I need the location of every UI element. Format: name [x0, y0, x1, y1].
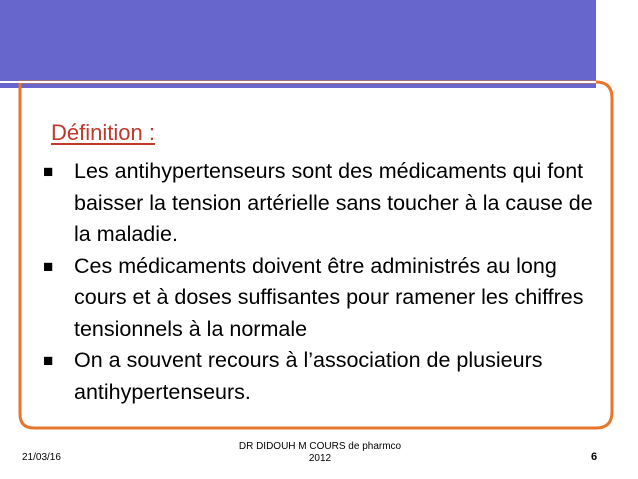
page-number: 6: [591, 451, 598, 463]
footer-author: [215, 441, 425, 465]
bullet-list: [40, 156, 600, 408]
footer-author-line1: DR DIDOUH M COURS de pharmco: [238, 441, 402, 452]
slide-heading: Définition :: [51, 120, 155, 145]
bullet-text: Ces médicaments doivent être administrés au long cours et à doses suffisantes pour ramener les chiffres tensionnels à la normale: [74, 253, 584, 341]
footer-author-line2: 2012: [308, 453, 332, 464]
square-bullet-icon: ■: [43, 351, 54, 370]
bullet-text: On a souvent recours à l’association de plusieurs antihypertenseurs.: [74, 348, 543, 404]
bullet-item: [40, 156, 600, 251]
bullet-item: [40, 345, 600, 408]
footer-date: 21/03/16: [22, 452, 61, 463]
square-bullet-icon: ■: [43, 256, 54, 276]
bullet-item: [40, 251, 600, 346]
bullet-text: Les antihypertenseurs sont des médicaments qui font baisser la tension artérielle sans toucher à la cause de la maladie.: [74, 159, 593, 246]
title-banner: [0, 0, 596, 88]
square-bullet-icon: ■: [43, 162, 54, 181]
